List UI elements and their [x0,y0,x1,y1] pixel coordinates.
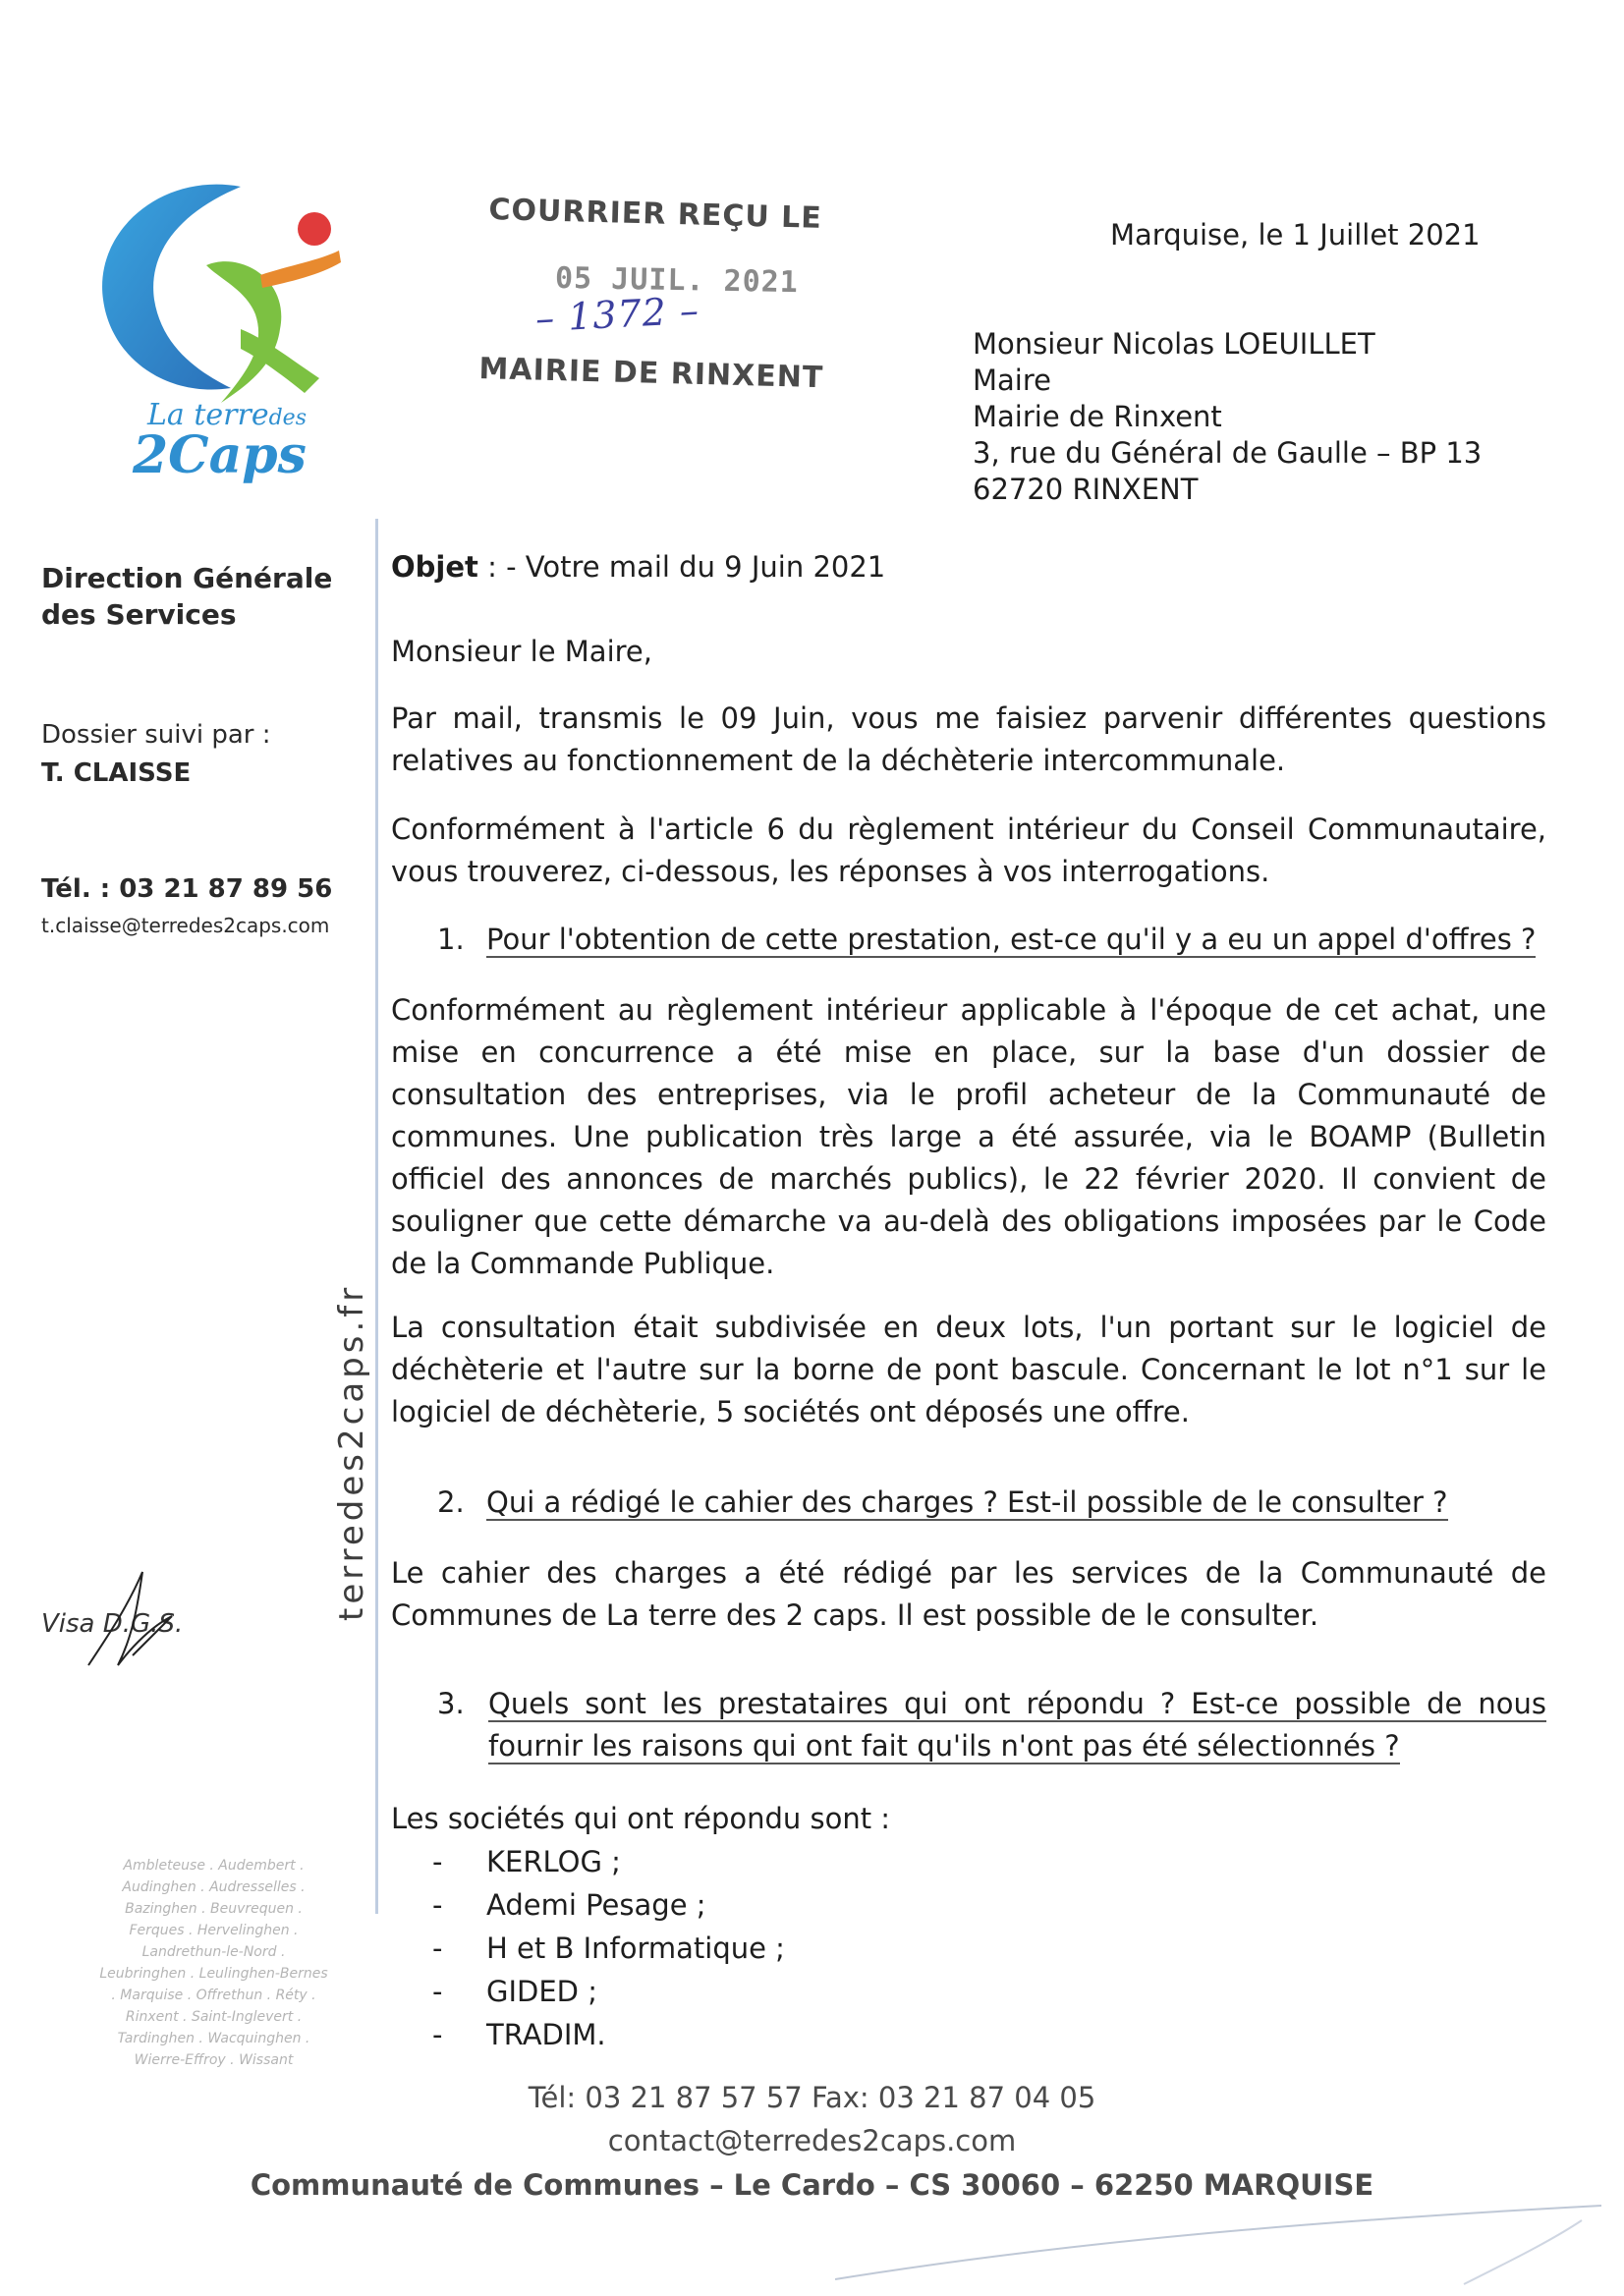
dept-line2: des Services [41,598,237,631]
companies-intro: Les sociétés qui ont répondu sont : [391,1802,891,1835]
contact-email: t.claisse@terredes2caps.com [41,914,330,937]
question-2-text: Qui a rédigé le cahier des charges ? Est-il possible de le consulter ? [486,1485,1448,1519]
vertical-website: terredes2caps.fr [332,1283,371,1621]
question-3-number: 3. [437,1687,465,1720]
logo-line2: 2Caps [133,425,307,485]
paragraph-4: La consultation était subdivisée en deux lots, l'un portant sur le logiciel de déchèterie et l'autre sur la borne de pont bascule. Concernant le lot n°1 sur le logiciel de déchèterie, 5 sociétés ont déposés une offre. [391,1311,1546,1428]
stamp-received-label: COURRIER REÇU LE [488,193,823,236]
followed-name: T. CLAISSE [41,758,192,788]
company-name: H et B Informatique ; [486,1932,785,1965]
recipient-org: Mairie de Rinxent [973,400,1222,433]
list-item: - KERLOG ; [432,1845,621,1878]
communes-list: Ambleteuse . Audembert . Audinghen . Audresselles . Bazinghen . Beuvrequen . Ferques . Hervelinghen . Landrethun-le-Nord . Leubringhen . Leulinghen-Bernes . Marquise . Offrethun . Réty . Rinxent . Saint-Inglevert . Tardinghen . Wacquinghen . Wierre-Effroy . Wissant [99,1858,328,2068]
logo [93,172,354,511]
list-item: - H et B Informatique ; [432,1932,785,1965]
question-1 [437,919,1536,961]
footer-phone-fax: Tél: 03 21 87 57 57 Fax: 03 21 87 04 05 [528,2081,1096,2114]
letter-date: Marquise, le 1 Juillet 2021 [1110,218,1481,252]
logo-des: des [268,406,307,430]
list-item: - TRADIM. [432,2018,606,2051]
paragraph-2: Conformément à l'article 6 du règlement intérieur du Conseil Communautaire, vous trouverez, ci-dessous, les réponses à vos interrogations. [391,812,1546,888]
logo-graphic [93,172,354,418]
objet-label: Objet [391,550,478,584]
footer-decoration [835,2201,1601,2289]
stamp-mairie: MAIRIE DE RINXENT [478,352,824,396]
objet-text: : - Votre mail du 9 Juin 2021 [487,550,886,584]
question-2 [437,1482,1448,1524]
objet-line [391,546,1546,588]
list-item: - Ademi Pesage ; [432,1888,706,1922]
dept-line1: Direction Générale [41,562,333,594]
question-1-text: Pour l'obtention de cette prestation, est-ce qu'il y a eu un appel d'offres ? [486,923,1537,956]
salutation: Monsieur le Maire, [391,635,652,668]
vertical-rule [375,519,378,1914]
question-3-text: Quels sont les prestataires qui ont répondu ? Est-ce possible de nous fournir les raisons qui ont fait qu'ils n'ont pas été sélectionnés ? [488,1687,1546,1763]
recipient-title: Maire [973,364,1051,397]
logo-line1: La terre [147,398,269,432]
followed-label: Dossier suivi par : [41,720,271,750]
company-name: GIDED ; [486,1975,597,2008]
stamp-date: 05 JUIL. 2021 [554,260,800,301]
company-name: TRADIM. [486,2018,606,2051]
recipient-street: 3, rue du Général de Gaulle – BP 13 [973,436,1483,470]
visa-signature [79,1567,177,1675]
paragraph-1: Par mail, transmis le 09 Juin, vous me faisiez parvenir différentes questions relatives au fonctionnement de la déchèterie intercommunale. [391,701,1546,777]
paragraph-5: Le cahier des charges a été rédigé par les services de la Communauté de Communes de La terre des 2 caps. Il est possible de le consulter. [391,1556,1546,1632]
company-name: Ademi Pesage ; [486,1888,706,1922]
paragraph-3: Conformément au règlement intérieur applicable à l'époque de cet achat, une mise en concurrence a été mise en place, sur la base d'un dossier de consultation des entreprises, via le profil acheteur de la Communauté de communes. Une publication très large a été assurée, via le BOAMP (Bulletin officiel des annonces de marchés publics), le 22 février 2020. Il convient de souligner que cette démarche va au-delà des obligations imposées par le Code de la Commande Publique. [391,993,1546,1280]
company-name: KERLOG ; [486,1845,621,1878]
recipient-city: 62720 RINXENT [973,473,1199,506]
recipient-name: Monsieur Nicolas LOEUILLET [973,327,1375,361]
footer-email: contact@terredes2caps.com [607,2124,1017,2157]
contact-tel: Tél. : 03 21 87 89 56 [41,874,333,904]
list-item: - GIDED ; [432,1975,597,2008]
footer-address: Communauté de Communes – Le Cardo – CS 30060 – 62250 MARQUISE [250,2168,1374,2202]
question-1-number: 1. [437,923,465,956]
visa-label: Visa D.G.S. [41,1609,184,1639]
stamp-number: – 1372 – [533,288,700,341]
question-2-number: 2. [437,1485,465,1519]
question-3 [488,1683,1546,1767]
